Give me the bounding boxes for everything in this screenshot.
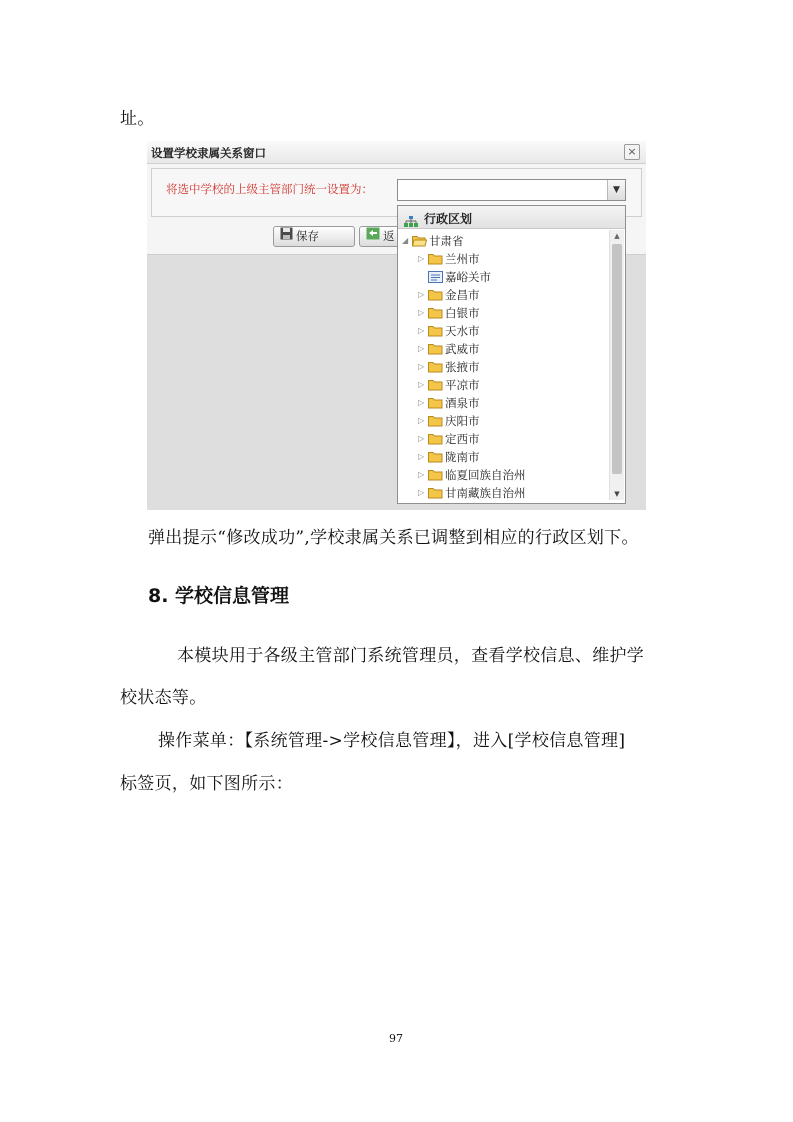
scroll-down-icon[interactable]: ▼ (614, 490, 620, 498)
text-line: 校状态等。 (120, 688, 207, 708)
tree-node-label: 庆阳市 (445, 414, 480, 428)
folder-icon (428, 289, 443, 301)
collapsed-arrow-icon[interactable]: ▷ (418, 452, 425, 461)
folder-icon (428, 397, 443, 409)
tree-node[interactable] (418, 484, 608, 502)
tree-node[interactable] (418, 358, 608, 376)
folder-icon (428, 307, 443, 319)
folder-icon (428, 379, 443, 391)
tree-node[interactable] (418, 268, 608, 286)
collapsed-arrow-icon[interactable]: ▷ (418, 398, 425, 407)
collapsed-arrow-icon[interactable]: ▷ (418, 434, 425, 443)
tree-node[interactable] (418, 466, 608, 484)
tree-node-label: 定西市 (445, 432, 480, 446)
dropdown-scrollbar[interactable] (609, 230, 624, 500)
chevron-down-icon[interactable]: ▼ (607, 180, 625, 200)
page-number: 97 (389, 1032, 403, 1045)
org-chart-icon (404, 212, 418, 223)
tree-node-label: 嘉峪关市 (445, 270, 491, 284)
tree-node[interactable] (418, 394, 608, 412)
folder-icon (428, 433, 443, 445)
collapsed-arrow-icon[interactable]: ▷ (418, 254, 425, 263)
collapsed-arrow-icon[interactable]: ▷ (418, 416, 425, 425)
superior-dept-combo[interactable] (397, 179, 626, 201)
folder-icon (428, 469, 443, 481)
tree-node-label: 天水市 (445, 324, 480, 338)
tree-node[interactable] (418, 412, 608, 430)
collapsed-arrow-icon[interactable]: ▷ (418, 380, 425, 389)
tree-node-label: 白银市 (445, 306, 480, 320)
tree-node[interactable] (418, 304, 608, 322)
dropdown-title: 行政区划 (424, 212, 473, 226)
tree-node-label: 张掖市 (445, 360, 480, 374)
refresh-icon (366, 227, 380, 246)
tree-node[interactable] (418, 376, 608, 394)
tree-node-label: 金昌市 (445, 288, 480, 302)
collapsed-arrow-icon[interactable]: ▷ (418, 290, 425, 299)
tree-node-label: 平凉市 (445, 378, 480, 392)
text-line: 弹出提示“修改成功”,学校隶属关系已调整到相应的行政区划下。 (148, 528, 639, 548)
list-item-icon (428, 271, 443, 283)
folder-icon (428, 487, 443, 499)
close-button[interactable]: × (624, 144, 640, 160)
floppy-disk-icon (280, 227, 293, 246)
collapsed-arrow-icon[interactable]: ▷ (418, 326, 425, 335)
tree-node[interactable] (418, 286, 608, 304)
dialog-titlebar (147, 141, 646, 164)
folder-icon (428, 325, 443, 337)
collapsed-arrow-icon[interactable]: ▷ (418, 470, 425, 479)
save-button-label: 保存 (296, 229, 319, 243)
tree-node[interactable] (418, 340, 608, 358)
text-line: 本模块用于各级主管部门系统管理员，查看学校信息、维护学 (177, 646, 645, 666)
tree-node-label: 甘南藏族自治州 (445, 486, 526, 500)
folder-icon (428, 451, 443, 463)
collapsed-arrow-icon[interactable]: ▷ (418, 488, 425, 497)
folder-icon (428, 415, 443, 427)
tree-node[interactable] (418, 250, 608, 268)
save-button[interactable] (273, 226, 355, 247)
tree-node[interactable] (418, 430, 608, 448)
tree-node-label: 临夏回族自治州 (445, 468, 526, 482)
expanded-arrow-icon[interactable]: ◢ (402, 236, 409, 245)
tree-node-label: 武威市 (445, 342, 480, 356)
folder-icon (428, 361, 443, 373)
folder-icon (428, 343, 443, 355)
tree-node-label: 兰州市 (445, 252, 480, 266)
text-line: 标签页，如下图所示： (120, 774, 293, 794)
text-line: 址。 (120, 109, 155, 129)
scroll-up-icon[interactable]: ▲ (614, 232, 620, 240)
dropdown-header (398, 206, 625, 229)
section-heading: 8. 学校信息管理 (148, 585, 290, 607)
tree-node-root[interactable] (402, 232, 602, 250)
collapsed-arrow-icon[interactable]: ▷ (418, 344, 425, 353)
return-button-label: 返 (383, 229, 395, 243)
dialog-title: 设置学校隶属关系窗口 (151, 146, 266, 160)
text-line: 操作菜单：【系统管理->学校信息管理】，进入[学校信息管理] (158, 731, 626, 751)
tree-node[interactable] (418, 448, 608, 466)
collapsed-arrow-icon[interactable]: ▷ (418, 362, 425, 371)
region-dropdown (397, 205, 626, 504)
tree-node[interactable] (418, 322, 608, 340)
scrollbar-thumb[interactable] (612, 244, 622, 474)
tree-node-label: 甘肃省 (429, 234, 464, 248)
collapsed-arrow-icon[interactable]: ▷ (418, 308, 425, 317)
tree-node-label: 陇南市 (445, 450, 480, 464)
superior-dept-label: 将选中学校的上级主管部门统一设置为： (166, 182, 373, 196)
folder-icon (428, 253, 443, 265)
embedded-screenshot (147, 141, 646, 510)
folder-open-icon (412, 235, 427, 247)
tree-node-label: 酒泉市 (445, 396, 480, 410)
